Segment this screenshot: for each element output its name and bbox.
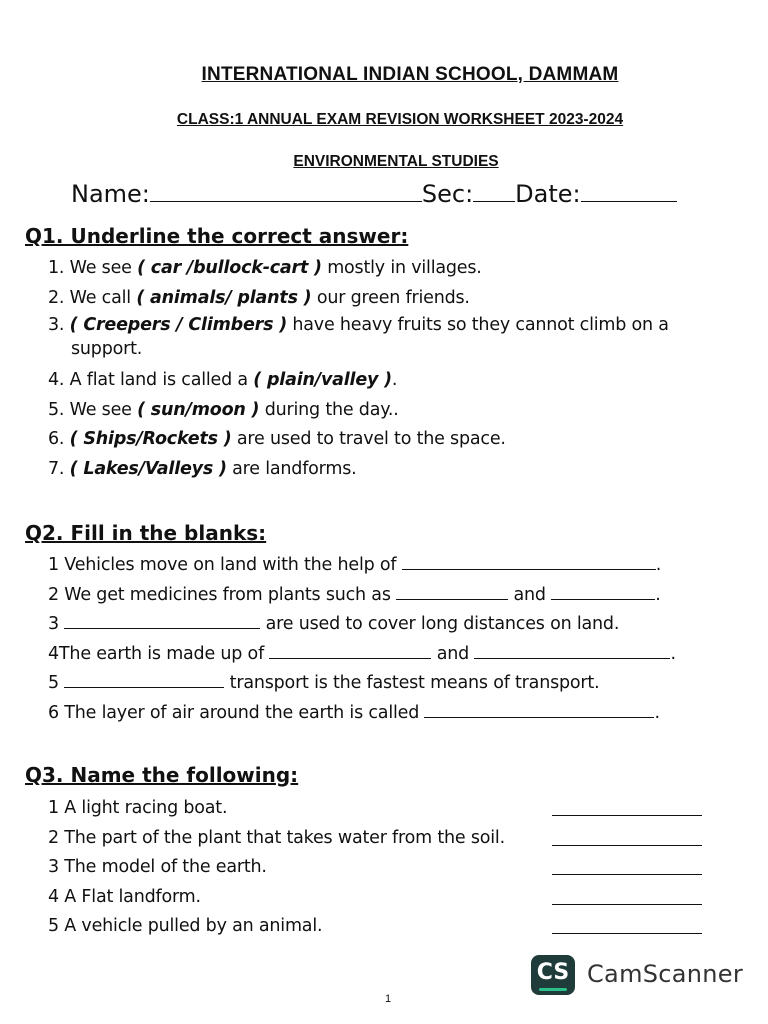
answer-blank — [424, 700, 654, 718]
camscanner-watermark — [531, 955, 744, 997]
name-blank — [150, 179, 422, 202]
section-label: Sec: — [421, 180, 474, 208]
list-item: 2 We get medicines from plants such as and . — [48, 581, 738, 611]
answer-blank — [552, 824, 702, 846]
q2-list — [48, 551, 738, 728]
list-item: 3 are used to cover long distances on land. — [48, 610, 738, 640]
answer-blank — [474, 641, 670, 659]
list-item: 6. ( Ships/Rockets ) are used to travel to the space. — [48, 429, 506, 449]
q3-list — [48, 794, 738, 942]
list-item: 2. We call ( animals/ plants ) our green friends. — [48, 287, 470, 308]
camscanner-logo-icon: CS — [531, 955, 575, 995]
answer-blank — [552, 853, 702, 875]
list-item: 4 A Flat landform. — [48, 883, 738, 913]
student-info-line — [71, 179, 677, 208]
page-number: 1 — [384, 993, 392, 1005]
date-blank — [581, 179, 677, 202]
name-label: Name: — [71, 180, 150, 208]
answer-blank — [269, 641, 431, 659]
answer-blank — [402, 552, 656, 570]
list-item: 5 transport is the fastest means of transport. — [48, 669, 738, 699]
list-item: 3. ( Creepers / Climbers ) have heavy fruits so they cannot climb on a support. — [48, 315, 669, 359]
list-item: 7. ( Lakes/Valleys ) are landforms. — [48, 458, 357, 479]
list-item: 1 Vehicles move on land with the help of . — [48, 551, 738, 581]
list-item: 4. A flat land is called a ( plain/valley ). — [48, 370, 398, 390]
section-blank — [473, 179, 515, 202]
date-label: Date: — [515, 180, 581, 208]
list-item: 1 A light racing boat. — [48, 794, 738, 824]
list-item: 4The earth is made up of and . — [48, 640, 738, 670]
answer-blank — [552, 794, 702, 816]
answer-blank — [551, 582, 655, 600]
answer-blank — [64, 670, 224, 688]
list-item: 5. We see ( sun/moon ) during the day.. — [48, 399, 399, 420]
list-item: 3 The model of the earth. — [48, 853, 738, 883]
answer-blank — [64, 611, 260, 629]
class-title: CLASS:1 ANNUAL EXAM REVISION WORKSHEET 2023-2024 — [176, 111, 624, 128]
list-item: 5 A vehicle pulled by an animal. — [48, 912, 738, 942]
q2-title: Q2. Fill in the blanks: — [25, 521, 267, 545]
school-name: INTERNATIONAL INDIAN SCHOOL, DAMMAM — [201, 64, 619, 85]
answer-blank — [552, 912, 702, 934]
q3-title: Q3. Name the following: — [25, 763, 299, 787]
list-item: 2 The part of the plant that takes water from the soil. — [48, 824, 738, 854]
q1-list — [48, 254, 738, 484]
answer-blank — [396, 582, 508, 600]
q1-title: Q1. Underline the correct answer: — [25, 224, 409, 248]
list-item: 6 The layer of air around the earth is called . — [48, 699, 738, 729]
subject-title: ENVIRONMENTAL STUDIES — [293, 153, 499, 170]
list-item: 1. We see ( car /bullock-cart ) mostly in villages. — [48, 258, 482, 278]
camscanner-label: CamScanner — [587, 960, 744, 988]
answer-blank — [552, 883, 702, 905]
